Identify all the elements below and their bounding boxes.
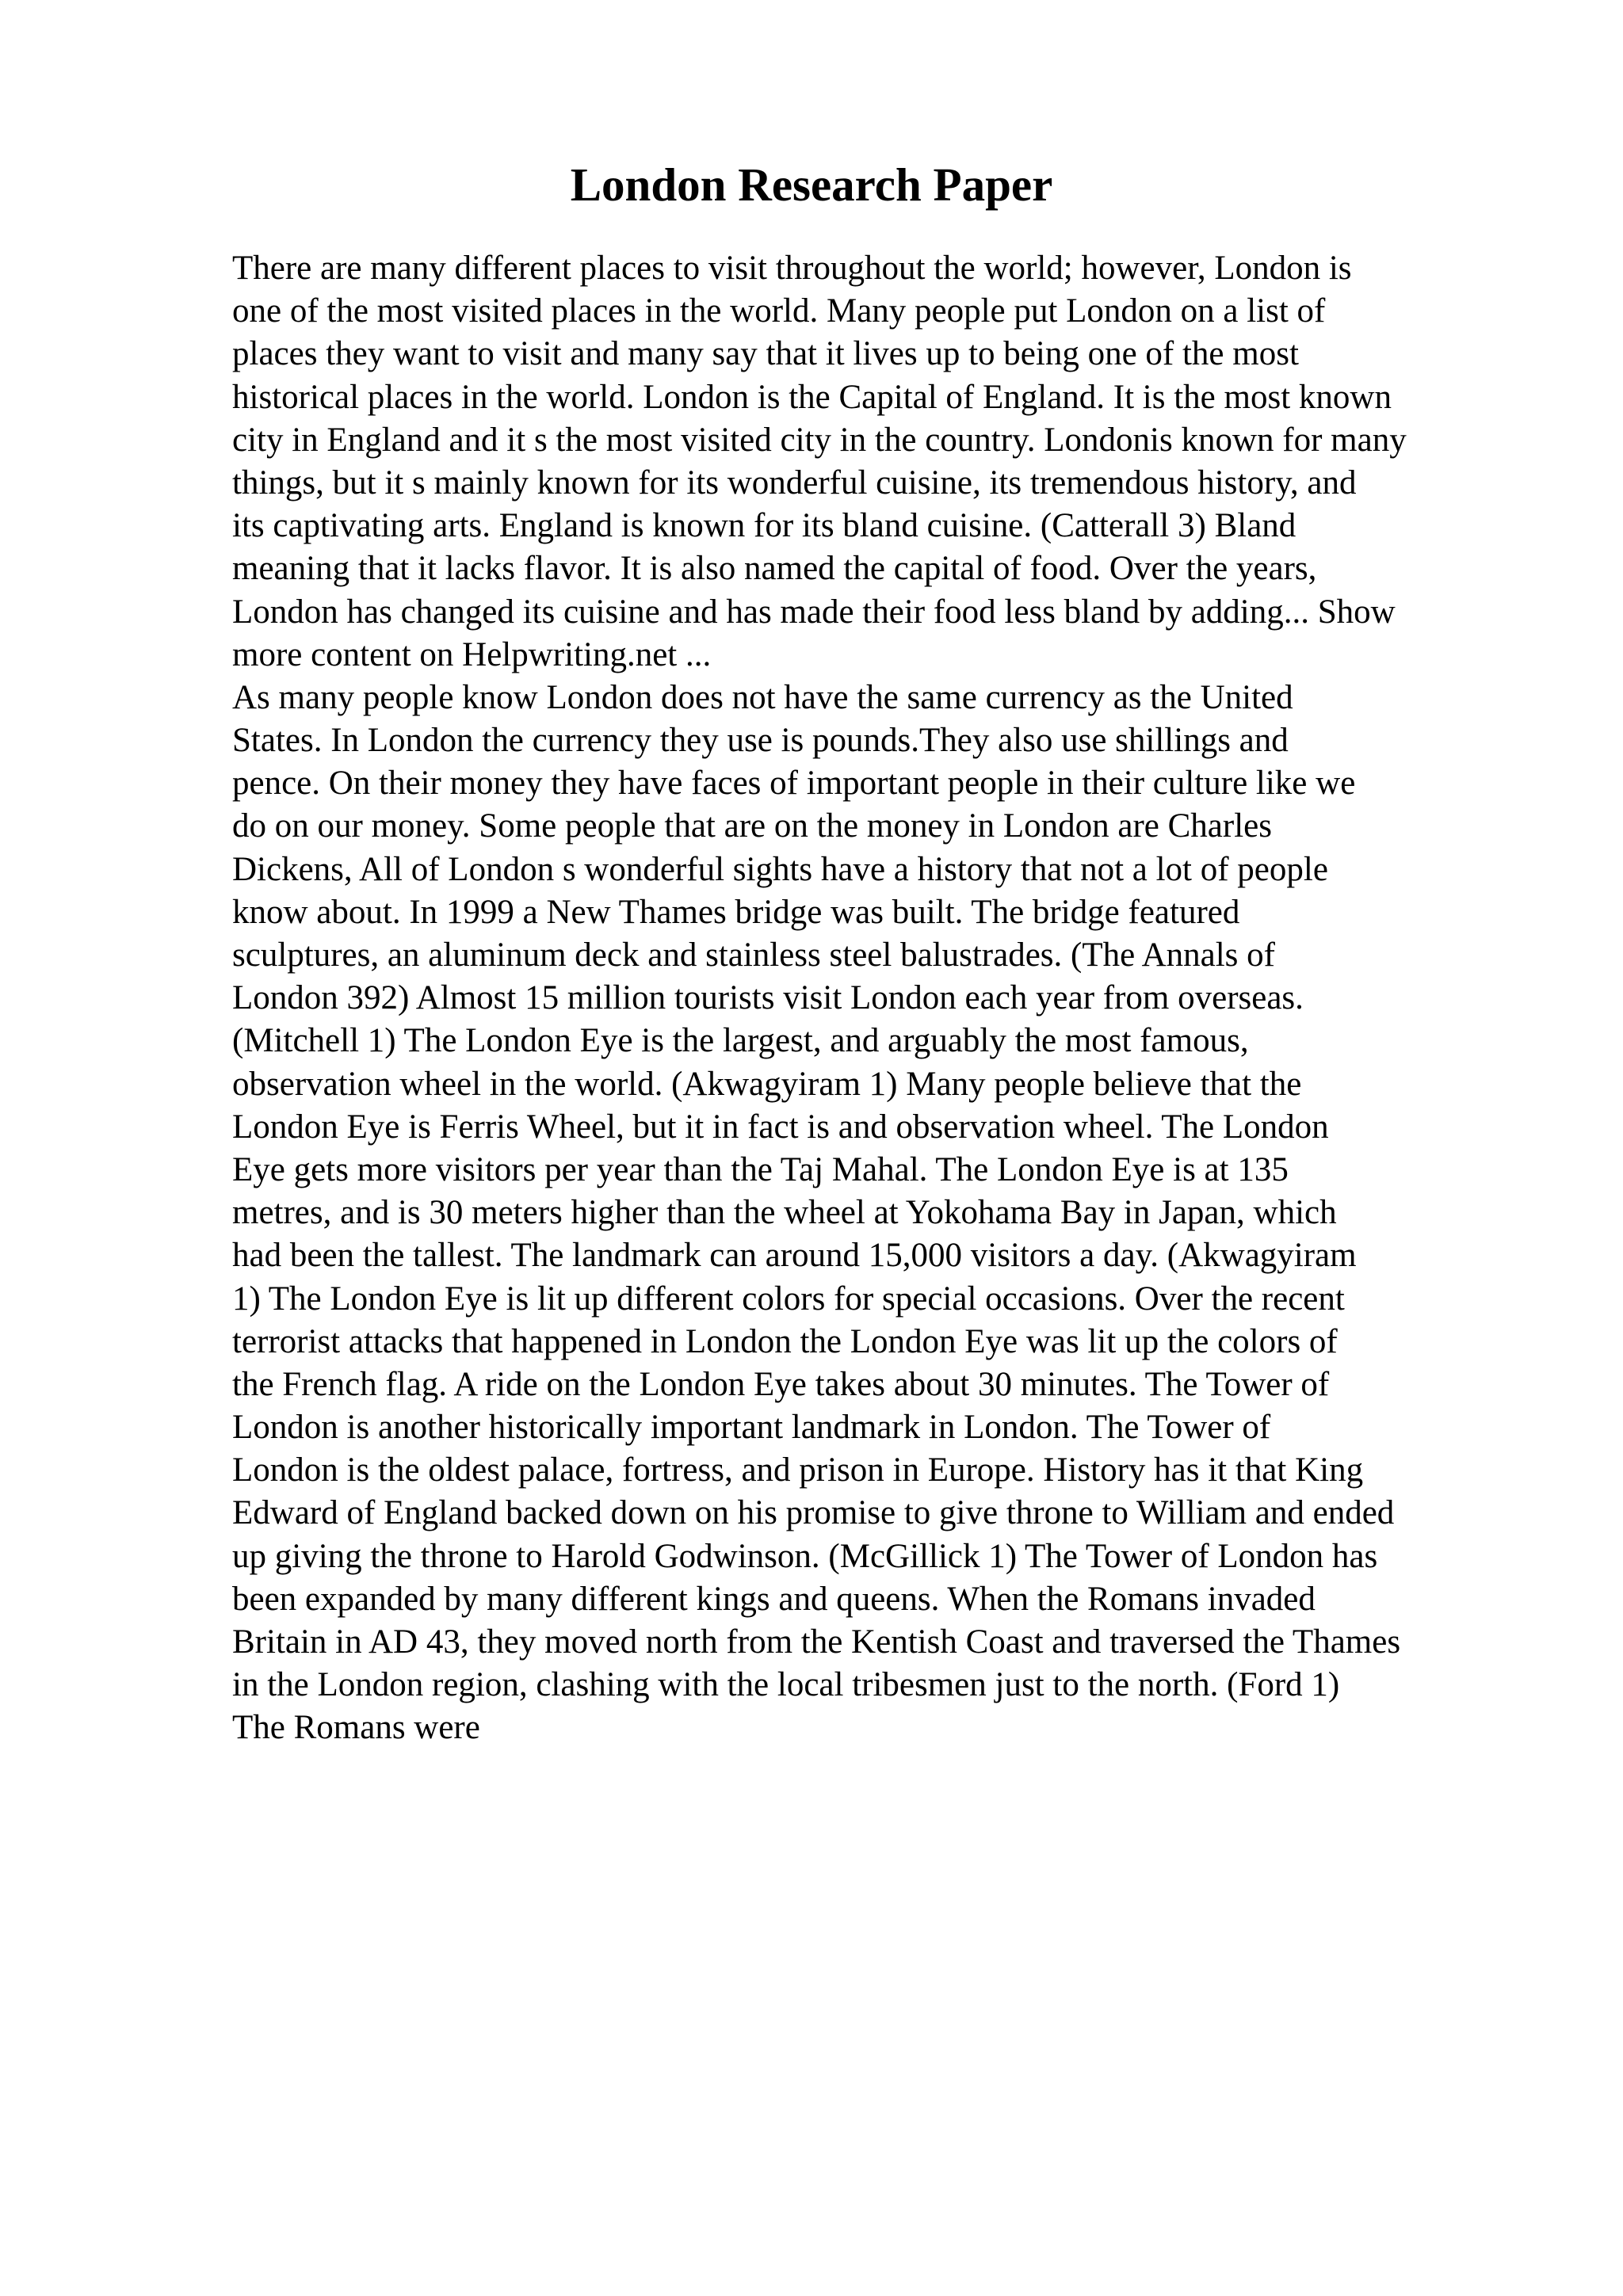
text-line: 1) The London Eye is lit up different colors for special occasions. Over the recent xyxy=(232,1280,1345,1318)
text-line: city in England and it s the most visited city in the country. Londonis known for many xyxy=(232,421,1407,459)
document-body xyxy=(232,247,1516,1750)
text-line: do on our money. Some people that are on the money in London are Charles xyxy=(232,807,1272,845)
text-line: Eye gets more visitors per year than the Taj Mahal. The London Eye is at 135 xyxy=(232,1150,1289,1188)
text-line: London is another historically important landmark in London. The Tower of xyxy=(232,1409,1271,1447)
text-line: As many people know London does not have the same currency as the United xyxy=(232,678,1293,716)
text-line: more content on Helpwriting.net ... xyxy=(232,635,712,673)
text-line: been expanded by many different kings and queens. When the Romans invaded xyxy=(232,1580,1316,1618)
text-line: London has changed its cuisine and has made their food less bland by adding... Show xyxy=(232,593,1396,631)
text-line: one of the most visited places in the world. Many people put London on a list of xyxy=(232,292,1326,330)
text-line: Dickens, All of London s wonderful sights have a history that not a lot of people xyxy=(232,850,1328,888)
page-title: London Research Paper xyxy=(570,158,1053,211)
text-line: things, but it s mainly known for its wonderful cuisine, its tremendous history, and xyxy=(232,463,1357,502)
text-line: had been the tallest. The landmark can around 15,000 visitors a day. (Akwagyiram xyxy=(232,1237,1357,1275)
text-line: in the London region, clashing with the local tribesmen just to the north. (Ford 1) xyxy=(232,1666,1340,1704)
text-line: historical places in the world. London is the Capital of England. It is the most known xyxy=(232,378,1392,416)
text-line: up giving the throne to Harold Godwinson. (McGillick 1) The Tower of London has xyxy=(232,1537,1378,1575)
text-line: places they want to visit and many say that it lives up to being one of the most xyxy=(232,335,1299,373)
text-line: observation wheel in the world. (Akwagyiram 1) Many people believe that the xyxy=(232,1065,1302,1103)
text-line: sculptures, an aluminum deck and stainless steel balustrades. (The Annals of xyxy=(232,936,1275,974)
text-line: metres, and is 30 meters higher than the wheel at Yokohama Bay in Japan, which xyxy=(232,1194,1337,1232)
paragraph-1 xyxy=(232,247,1516,677)
text-line: pence. On their money they have faces of important people in their culture like we xyxy=(232,765,1356,803)
text-line: meaning that it lacks flavor. It is also named the capital of food. Over the years, xyxy=(232,550,1317,588)
text-line: (Mitchell 1) The London Eye is the largest, and arguably the most famous, xyxy=(232,1022,1249,1060)
text-line: The Romans were xyxy=(232,1709,480,1747)
text-line: terrorist attacks that happened in London the London Eye was lit up the colors of xyxy=(232,1322,1338,1360)
text-line: know about. In 1999 a New Thames bridge was built. The bridge featured xyxy=(232,893,1240,931)
text-line: London Eye is Ferris Wheel, but it in fact is and observation wheel. The London xyxy=(232,1108,1329,1146)
paragraph-2 xyxy=(232,677,1516,1750)
text-line: Britain in AD 43, they moved north from the Kentish Coast and traversed the Thames xyxy=(232,1623,1401,1661)
text-line: Edward of England backed down on his promise to give throne to William and ended xyxy=(232,1494,1395,1532)
text-line: States. In London the currency they use is pounds.They also use shillings and xyxy=(232,722,1289,760)
text-line: the French flag. A ride on the London Eye takes about 30 minutes. The Tower of xyxy=(232,1365,1330,1403)
text-line: There are many different places to visit throughout the world; however, London is xyxy=(232,250,1352,287)
text-line: London 392) Almost 15 million tourists visit London each year from overseas. xyxy=(232,979,1304,1017)
text-line: London is the oldest palace, fortress, and prison in Europe. History has it that King xyxy=(232,1451,1364,1489)
text-line: its captivating arts. England is known for its bland cuisine. (Catterall 3) Bland xyxy=(232,507,1296,545)
